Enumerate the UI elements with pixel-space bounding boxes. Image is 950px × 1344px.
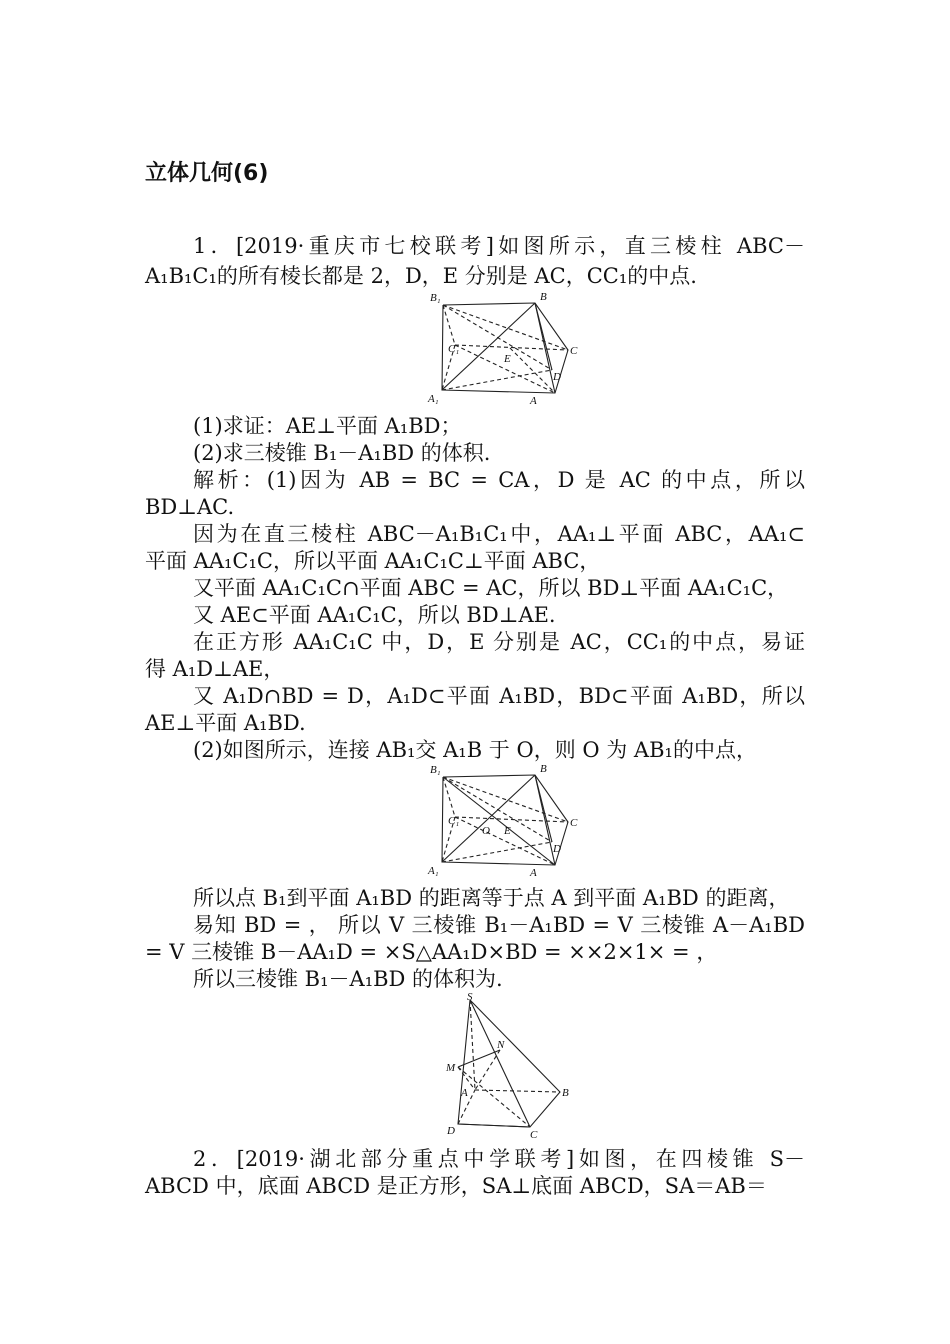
vertex-label: C (570, 817, 578, 829)
edge-b1c1 (443, 305, 455, 345)
vertex-label: B (562, 1087, 569, 1099)
edge-b1c1 (443, 777, 455, 817)
text-line: 解析：(1)因为 AB = BC = CA，D 是 AC 的中点，所以 (193, 468, 805, 492)
vertex-label: A (461, 1087, 468, 1099)
text-line: 又平面 AA₁C₁C∩平面 ABC = AC，所以 BD⊥平面 AA₁C₁C， (193, 576, 789, 600)
vertex-label: M (446, 1062, 456, 1074)
edge-sc (470, 1000, 530, 1127)
prism-outline (442, 303, 568, 393)
vertex-label: B (540, 763, 547, 775)
text-line: 平面 AA₁C₁C，所以平面 AA₁C₁C⊥平面 ABC， (145, 549, 601, 573)
edge-b1d (443, 305, 552, 370)
prism-figure-1 (420, 288, 590, 410)
text-line: A₁B₁C₁的所有棱长都是 2，D，E 分别是 AC，CC₁的中点. (145, 264, 697, 288)
text-line: 所以三棱锥 B₁－A₁BD 的体积为. (193, 967, 503, 991)
vertex-label: C (570, 345, 578, 357)
vertex-label: E (504, 353, 511, 365)
vertex-label: O (482, 825, 490, 837)
text-line: 因为在直三棱柱 ABC－A₁B₁C₁中，AA₁⊥平面 ABC，AA₁⊂ (193, 522, 805, 546)
edge-sa (470, 1000, 475, 1090)
vertex-label: B (540, 291, 547, 303)
text-line: 在正方形 AA₁C₁C 中，D，E 分别是 AC，CC₁的中点，易证 (193, 630, 805, 654)
edge-bd (535, 775, 552, 842)
vertex-label: C₁ (448, 343, 460, 355)
vertex-label: C (530, 1129, 538, 1141)
edge-dc (458, 1124, 530, 1127)
text-line: 得 A₁D⊥AE， (145, 657, 285, 681)
text-line: 又 AE⊂平面 AA₁C₁C，所以 BD⊥AE. (193, 603, 556, 627)
text-line: 易知 BD = ， 所以 V 三棱锥 B₁－A₁BD = V 三棱锥 A－A₁BD (193, 913, 805, 937)
text-line: 1．[2019·重庆市七校联考]如图所示，直三棱柱 ABC－ (193, 234, 805, 258)
vertex-label: S (467, 992, 473, 1003)
edge-na (475, 1050, 500, 1090)
edge-mc (458, 1067, 530, 1127)
prism-figure-2 (420, 760, 590, 882)
vertex-label: E (504, 825, 511, 837)
text-line: (1)求证：AE⊥平面 A₁BD； (193, 414, 462, 438)
prism-outline (442, 775, 568, 865)
vertex-label: B₁ (430, 292, 441, 304)
page-title: 立体几何(6) (145, 161, 269, 186)
vertex-label: A (530, 395, 537, 407)
vertex-label: D (553, 371, 561, 383)
vertex-label: A (530, 867, 537, 879)
vertex-label: N (497, 1039, 505, 1051)
edge-b1c (443, 305, 568, 350)
text-line: 又 A₁D∩BD = D，A₁D⊂平面 A₁BD，BD⊂平面 A₁BD，所以 (193, 684, 805, 708)
vertex-label: D (447, 1125, 455, 1137)
text-line: ABCD 中，底面 ABCD 是正方形，SA⊥底面 ABCD，SA＝AB＝ (145, 1174, 767, 1198)
edge-a1d (442, 842, 552, 862)
text-line: (2)求三棱锥 B₁－A₁BD 的体积. (193, 441, 491, 465)
text-line: (2)如图所示，连接 AB₁交 A₁B 于 O，则 O 为 AB₁的中点， (193, 738, 757, 762)
edge-b1d (443, 777, 552, 842)
pyramid-figure (430, 992, 580, 1142)
vertex-label: C₁ (448, 815, 460, 827)
edge-bd (535, 303, 552, 370)
vertex-label: A₁ (428, 865, 439, 877)
text-line: = V 三棱锥 B－AA₁D = ×S△AA₁D×BD = ××2×1× = ， (145, 940, 718, 964)
vertex-label: A₁ (428, 393, 439, 405)
vertex-label: B₁ (430, 764, 441, 776)
text-line: AE⊥平面 A₁BD. (145, 711, 306, 735)
text-line: BD⊥AC. (145, 495, 235, 519)
text-line: 所以点 B₁到平面 A₁BD 的距离等于点 A 到平面 A₁BD 的距离， (193, 886, 790, 910)
edge-b1c (443, 777, 568, 822)
vertex-label: D (553, 843, 561, 855)
text-line: 2．[2019·湖北部分重点中学联考]如图，在四棱锥 S－ (193, 1147, 805, 1171)
